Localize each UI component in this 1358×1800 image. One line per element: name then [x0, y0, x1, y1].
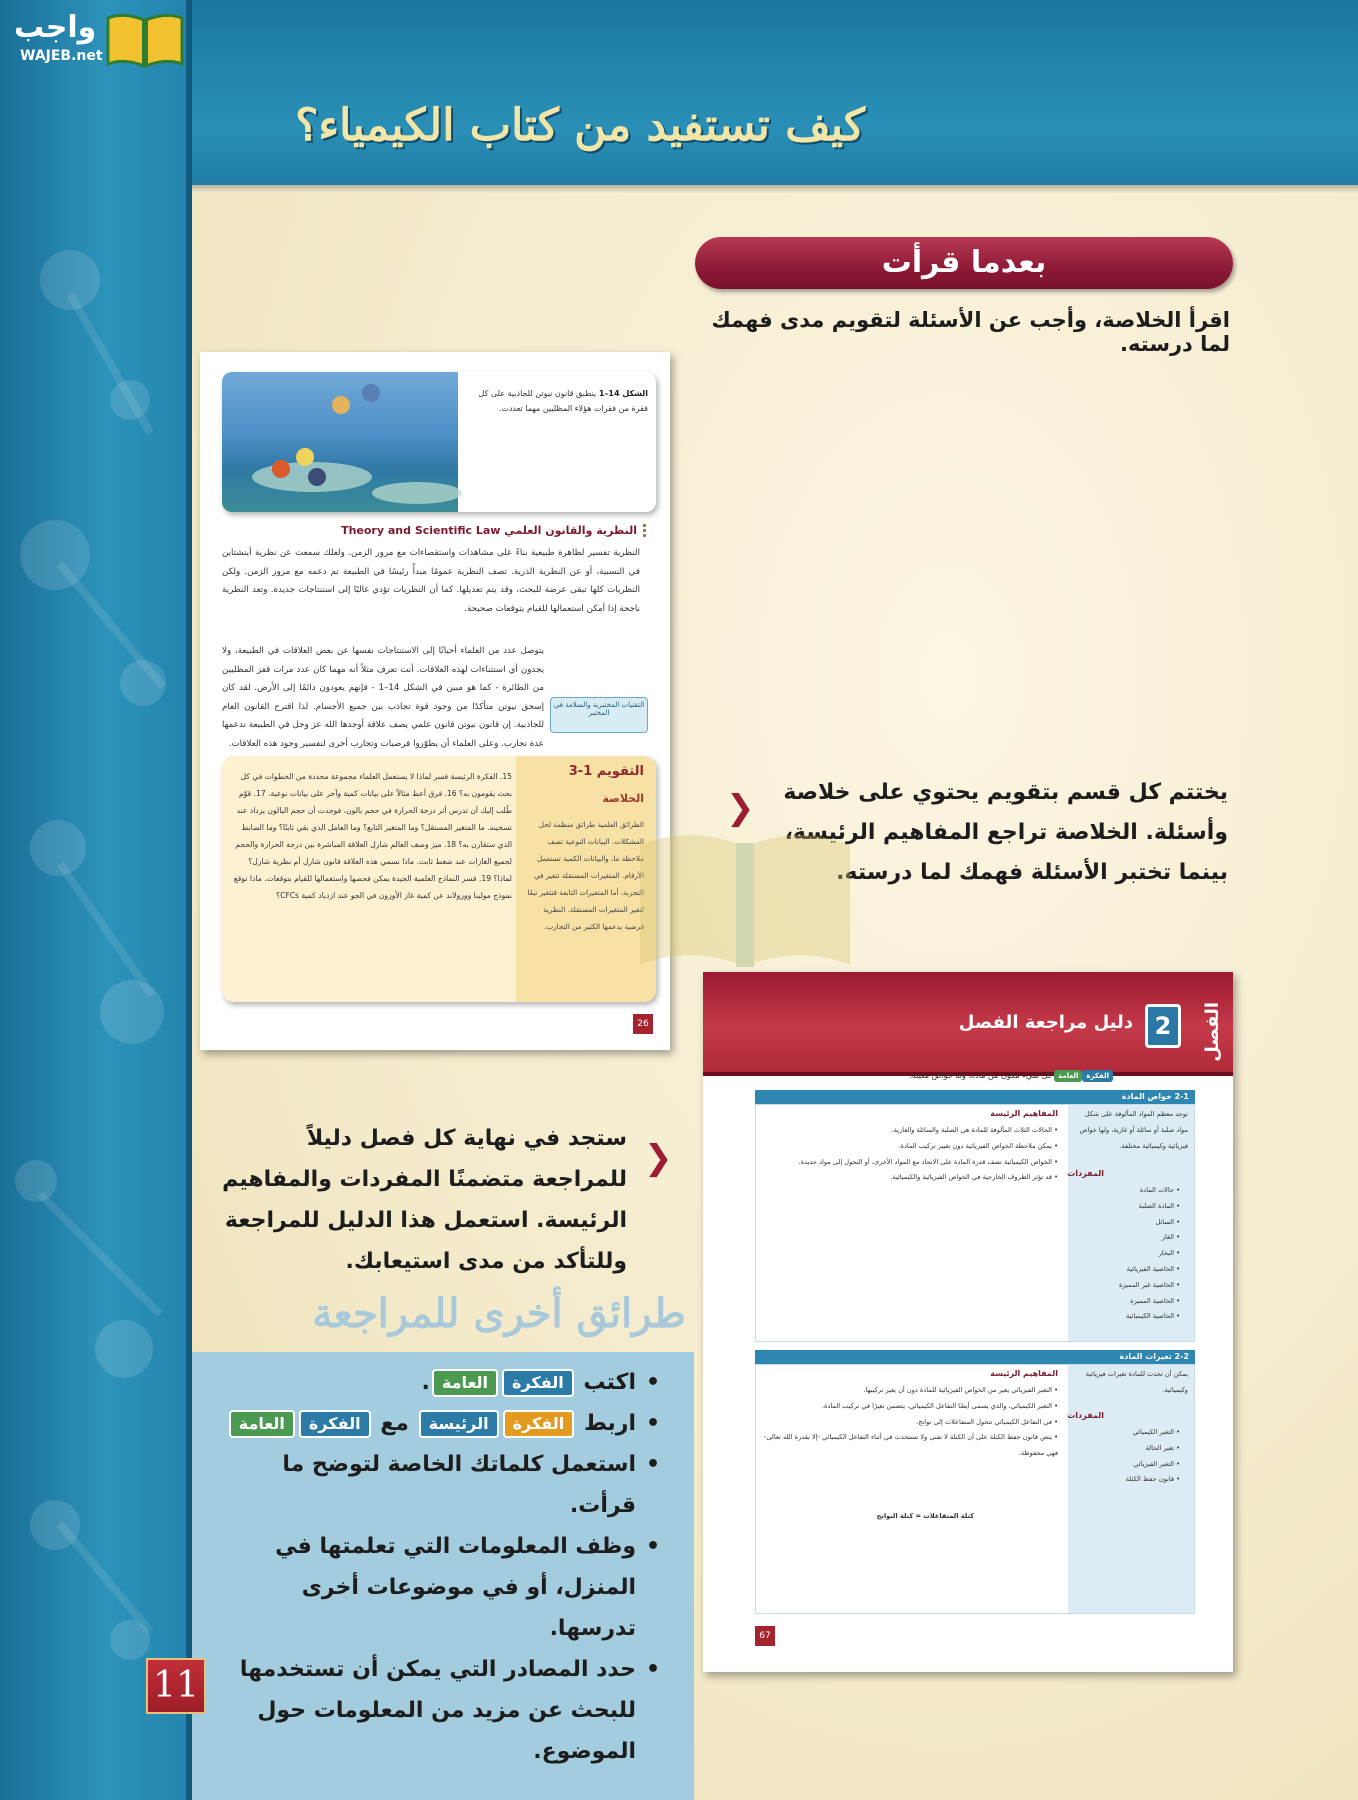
chevron-left-icon: ❮: [644, 1138, 673, 1178]
list-item: • التغير الفيزيائي يغير من الخواص الفيزيائية للمادة دون أن يغير تركيبها.: [863, 1386, 1058, 1394]
other-ways-list: [210, 1362, 660, 1772]
summary-points: الطرائق العلمية طرائق منظمة لحل المشكلات. البيانات النوعية تصف ملاحظة ما، والبيانات الكمية تستعمل الأرقام. المتغيرات المستقلة تتغير في التجربة، أما المتغيرات التابعة فتتغير تبعًا لتغير المتغيرات المستقلة. النظرية فرضية يدعمها الكثير من التجارب.: [527, 820, 644, 931]
general-chip: العامة: [432, 1369, 498, 1397]
review-guide-explanation: ستجد في نهاية كل فصل دليلاً للمراجعة متضمنًا المفردات والمفاهيم الرئيسة. استعمل هذا الدليل للمراجعة وللتأكد من مدى استيعابك.: [222, 1126, 627, 1274]
list-item: • يمكن ملاحظة الخواص الفيزيائية دون تغيير تركيب المادة.: [898, 1141, 1058, 1150]
section-2-1-panel: توجد معظم المواد المألوفة على شكل مواد صلبة أو سائلة أو غازية، ولها خواص فيزيائية وكيميائية مختلفة. المفردات • حالات المادة • المادة الصلبة • السائل • الغاز • البخار • الخاصية الفيزيائية • الخاصية غير المميزة • الخاصية المميزة • الخاصية الكيميائية المفاهيم الرئيسة • الحالات الثلاث المألوفة للمادة هي الصلبة والسائلة والغازية. • يمكن ملاحظة الخواص الفيزيائية دون تغيير تركيب المادة. • الخواص الكيميائية تصف قدرة المادة على الاتحاد مع المواد الأخرى، أو التحول إلى مواد جديدة. • قد تؤثر الظروف الخارجية في الخواص الفيزيائية والكيميائية.: [755, 1104, 1195, 1342]
list-item: • قانون حفظ الكتلة: [1125, 1475, 1180, 1484]
big-idea-line: الفكرةالعامة كل شيء مكون من مادة، وله خواص معينة.: [909, 1070, 1113, 1082]
section-2-1-concepts: [762, 1123, 1058, 1186]
idea-chip: الفكرة: [502, 1369, 574, 1397]
section-2-2-panel: يمكن أن تحدث للمادة تغيرات فيزيائية وكيميائية. المفردات • التغير الكيميائي • تغير الحالة • التغير الفيزيائي • قانون حفظ الكتلة المفاهيم الرئيسة • التغير الفيزيائي يغير من الخواص الفيزيائية للمادة دون أن يغير تركيبها. • التغير الكيميائي، والذي يسمى أيضًا التفاعل الكيميائي، يتضمن تغيرًا في تركيب المادة. • في التفاعل الكيميائي تتحول المتفاعلات إلى نواتج. • ينص قانون حفظ الكتلة على أن الكتلة لا تفنى ولا تستحدث في أثناء التفاعل الكيميائي -إلا بقدرة الله تعالى- فهي محفوظة. كتلة المتفاعلات = كتلة النواتج: [755, 1364, 1195, 1614]
list-item: • الخاصية الفيزيائية: [1126, 1264, 1180, 1273]
chapter-review-title: دليل مراجعة الفصل: [958, 1012, 1133, 1033]
section-2-2-bar: 2-2 تغيرات المادة: [755, 1350, 1195, 1364]
section-2-2-concepts: [762, 1383, 1058, 1462]
list-item: • اربط الفكرةالرئيسة مع الفكرةالعامة: [210, 1403, 660, 1444]
main-chip: الرئيسة: [419, 1410, 499, 1438]
list-item: • استعمل كلماتك الخاصة لتوضح ما قرأت.: [210, 1444, 660, 1526]
evaluation-title: التقويم 1-3: [568, 764, 644, 779]
wajeb-watermark: [490, 825, 920, 975]
list-item: • التغير الكيميائي: [1132, 1428, 1180, 1436]
summary-label: الخلاصة: [602, 792, 644, 805]
left-decorative-band: [0, 0, 192, 1800]
list-item: • السائل: [1155, 1217, 1180, 1226]
list-item: • الخاصية الكيميائية: [1126, 1312, 1180, 1321]
list-item: • المادة الصلبة: [1138, 1201, 1180, 1210]
list-item: • الخاصية غير المميزة: [1118, 1280, 1180, 1289]
logo-site: WAJEB.net: [20, 48, 103, 64]
lab-note-box: التقنيات المختبرية والسلامة في المختبر: [550, 697, 648, 733]
book-icon: [104, 8, 186, 68]
idea-chip: الفكرة: [299, 1410, 371, 1438]
section-2-1-vocabulary: [1080, 1183, 1180, 1325]
section-2-2-vocabulary: [1080, 1425, 1180, 1488]
header-bar: [192, 0, 1358, 185]
list-item: • الغاز: [1161, 1233, 1180, 1242]
paragraph-law: يتوصل عدد من العلماء أحيانًا إلى الاستنتاجات نفسها عن بعض العلاقات في الطبيعة، ولا يجدون أي استثناءات لهذه العلاقات. أنت تعرف مثلاً أنه مهما كان عدد مرات قفز المظليين من الطائرة - كما هو مبين في الشكل 14–1 - فإنهم يعودون دائمًا إلى الأرض. لقد كان إسحق نيوتن متأكدًا من وجود قوة تجاذب بين جميع الأجسام. لذا اقترح القانون العام للجاذبية. إن قانون نيوتن قانون علمي يصف علاقة أوجدها الله عز وجل في الطبيعة تدعمها عدة تجارب. وعلى العلماء أن يطوّروا فرضيات وتجارب أخرى لتفسير وجود هذه العلاقات.: [222, 646, 544, 749]
chapter-label: الفصل: [1202, 1002, 1223, 1062]
page-title: كيف تستفيد من كتاب الكيمياء؟: [295, 100, 865, 151]
page-number: 11: [146, 1658, 206, 1714]
list-item: • الحالات الثلاث المألوفة للمادة هي الصلبة والسائلة والغازية.: [891, 1126, 1058, 1134]
list-item: • حالات المادة: [1139, 1186, 1180, 1194]
section-heading: النظرية والقانون العلمي Theory and Scientific Law: [250, 524, 646, 537]
list-item: • وظف المعلومات التي تعلمتها في المنزل، أو في موضوعات أخرى تدرسها.: [210, 1526, 660, 1649]
list-item: • الخاصية المميزة: [1130, 1296, 1180, 1305]
figure-caption: الشكل 14–1 ينطبق قانون نيوتن للجاذبية على كل فقرة من فقرات هؤلاء المظليين مهما تعددت.: [478, 389, 648, 413]
list-item: • حدد المصادر التي يمكن أن تستخدمها للبحث عن مزيد من المعلومات حول الموضوع.: [210, 1649, 660, 1772]
thumbnail-page-number: 67: [755, 1626, 775, 1646]
section-2-1-bar: 2-1 خواص المادة: [755, 1090, 1195, 1104]
figure-card: [222, 372, 656, 512]
list-item: • ينص قانون حفظ الكتلة على أن الكتلة لا تفنى ولا تستحدث في أثناء التفاعل الكيميائي -إلا بقدرة الله تعالى- فهي محفوظة.: [763, 1433, 1058, 1458]
list-item: • في التفاعل الكيميائي تتحول المتفاعلات إلى نواتج.: [916, 1417, 1058, 1426]
after-reading-heading: بعدما قرأت: [695, 237, 1233, 289]
logo-wordmark: واجب: [14, 10, 97, 45]
chapter-review-page-67-thumbnail: [703, 972, 1233, 1672]
wajeb-logo[interactable]: [8, 4, 190, 70]
idea-chip: الفكرة: [503, 1410, 575, 1438]
thumbnail-page-number: 26: [633, 1014, 653, 1034]
list-item: • التغير الفيزيائي: [1133, 1459, 1180, 1468]
chapter-number: 2: [1145, 1004, 1181, 1048]
list-item: • البخار: [1158, 1249, 1180, 1258]
list-item: • اكتب الفكرةالعامة.: [210, 1362, 660, 1403]
summary-explanation: يختتم كل قسم بتقويم يحتوي على خلاصة وأسئلة. الخلاصة تراجع المفاهيم الرئيسة، بينما تختبر الأسئلة فهمك لما درسته.: [783, 780, 1228, 885]
skydivers-photo: [222, 372, 458, 512]
after-reading-intro: اقرأ الخلاصة، وأجب عن الأسئلة لتقويم مدى فهمك لما درسته.: [711, 308, 1230, 356]
list-item: • الخواص الكيميائية تصف قدرة المادة على الاتحاد مع المواد الأخرى، أو التحول إلى مواد جديدة.: [798, 1157, 1058, 1166]
list-item: • قد تؤثر الظروف الخارجية في الخواص الفيزيائية والكيميائية.: [890, 1173, 1058, 1182]
list-item: • تغير الحالة: [1145, 1443, 1180, 1452]
other-ways-title: طرائق أخرى للمراجعة: [312, 1290, 686, 1337]
paragraph-theory: النظرية تفسير لظاهرة طبيعية بناءً على مشاهدات واستقصاءات مع مرور الزمن. ولعلك سمعت عن نظرية أينشتاين في النسبية، أو عن النظرية الذرية. تصف النظرية عمومًا مبدأً رئيسًا في الطبيعة تم دعمه مع مرور الزمن. ولكن النظريات كلها تبقى عرضة للبحث، وقد يتم تعديلها. كما أن النظريات تؤدي غالبًا إلى استنتاجات جديدة. وتعد النظرية ناجحة إذا أمكن استعمالها للقيام بتوقعات صحيحة.: [222, 548, 640, 614]
evaluation-questions: 15. الفكرة الرئيسة فسر لماذا لا يستعمل العلماء مجموعة محددة من الخطوات في كل بحث يقومون به؟ 16. فرق أعط مثالاً على بيانات كمية وآخر على بيانات نوعية. 17. قوّم طُلب إليك أن تدرس أثر درجة الحرارة في حجم بالون، فوجدت أن حجم البالون يزداد عند تسخينه. ما المتغير المستقل؟ وما المتغير التابع؟ وما العامل الذي بقي ثابتًا؟ وما الضابط الذي ستقارن به؟ 18. ميز وصف العالم شارل العلاقة المباشرة بين درجة الحرارة والحجم لجميع الغازات عند ضغط ثابت. ماذا نسمي هذه العلاقة قانون شارل أم نظرية شارل؟ لماذا؟ 19. فسر النماذج العلمية الجيدة يمكن فحصها واستعمالها للقيام بتوقعات. ماذا توقع نموذج مولينا وورولاند عن كمية غاز الأوزون في الجو عند ازدياد كمية CFCs؟: [233, 772, 512, 900]
chevron-left-icon: ❮: [726, 788, 755, 828]
list-item: • التغير الكيميائي، والذي يسمى أيضًا التفاعل الكيميائي، يتضمن تغيرًا في تركيب المادة.: [821, 1401, 1058, 1410]
mass-equation: كتلة المتفاعلات = كتلة النواتج: [876, 1512, 974, 1520]
general-chip: العامة: [229, 1410, 295, 1438]
